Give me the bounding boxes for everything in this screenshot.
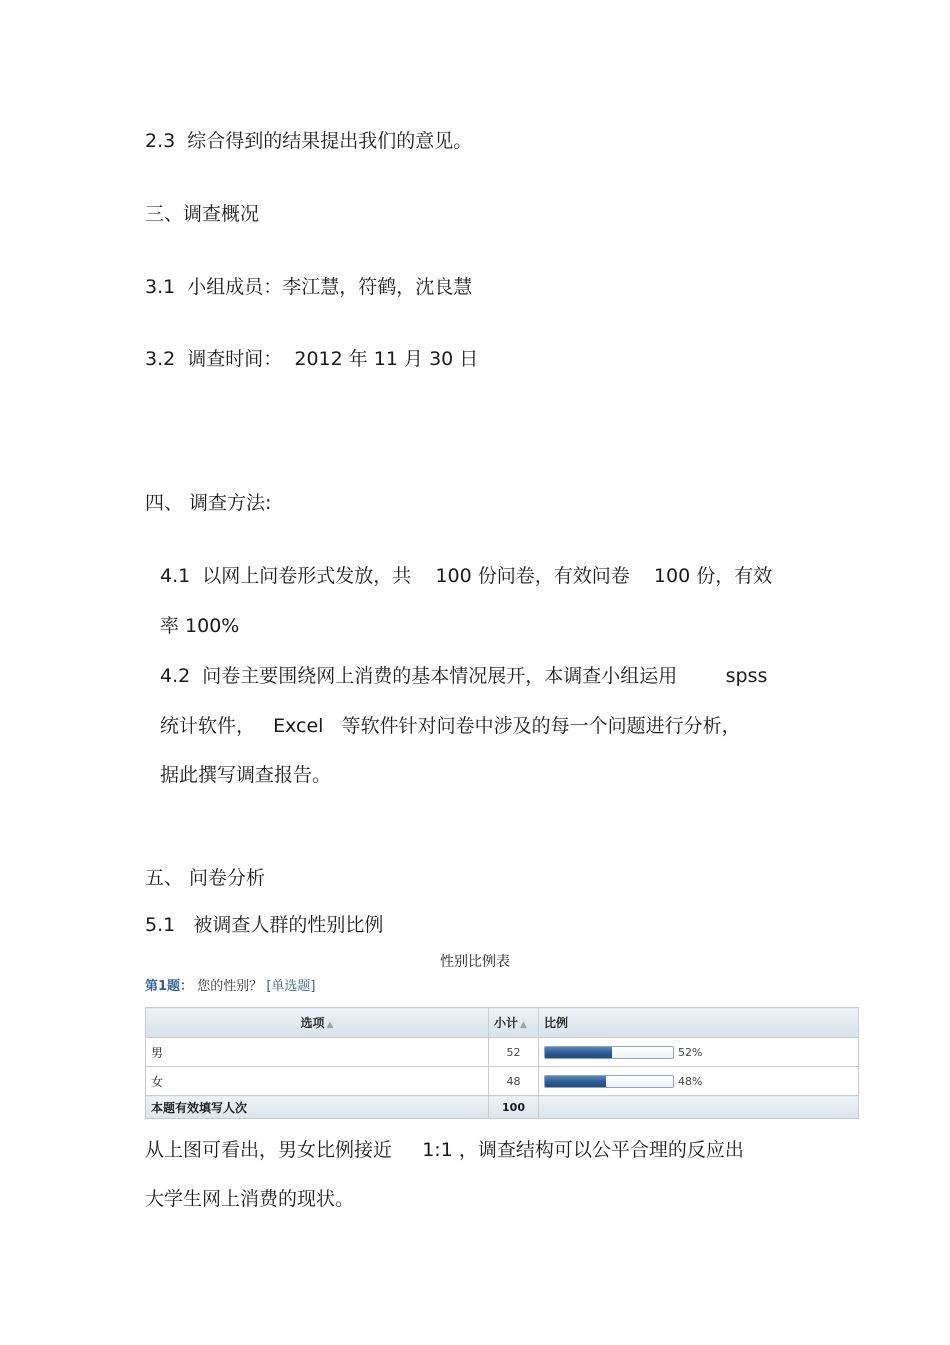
conclusion-continued: 大学生网上消费的现状。: [145, 1188, 355, 1210]
percent-bar-track: [544, 1046, 674, 1059]
section-4-2-text: 4.2 问卷主要围绕网上消费的基本情况展开，本调查小组运用 spss: [160, 665, 768, 687]
section-2-3-text: 2.3 综合得到的结果提出我们的意见。: [145, 130, 473, 152]
percent-label: 48%: [678, 1074, 703, 1088]
header-percent: [539, 1008, 859, 1038]
percent-label: 52%: [678, 1045, 703, 1059]
total-count-cell: 100: [489, 1096, 539, 1119]
count-cell: 52: [489, 1038, 539, 1067]
sort-icon: ▲: [520, 1020, 527, 1030]
header-percent-label: 比例: [544, 1016, 569, 1030]
header-count[interactable]: [489, 1008, 539, 1038]
percent-cell: [539, 1038, 859, 1067]
table-row: [146, 1067, 859, 1096]
section-3-2-date: 3.2 调查时间： 2012 年 11 月 30 日: [145, 348, 479, 370]
option-cell: 女: [146, 1067, 489, 1096]
percent-bar-group: [544, 1075, 853, 1088]
header-option-label: 选项: [300, 1016, 325, 1030]
section-5-heading: 五、 问卷分析: [145, 867, 266, 889]
question-title: [145, 978, 316, 996]
section-4-2-continued: 统计软件， Excel 等软件针对问卷中涉及的每一个问题进行分析，: [160, 715, 741, 737]
section-3-heading: 三、调查概况: [145, 203, 260, 225]
option-cell: 男: [146, 1038, 489, 1067]
section-4-1-text: 4.1 以网上问卷形式发放，共 100 份问卷，有效问卷 100 份，有效: [160, 565, 773, 587]
header-option[interactable]: [146, 1008, 489, 1038]
section-4-heading: 四、 调查方法:: [145, 492, 272, 514]
percent-bar-fill: [545, 1047, 612, 1058]
gender-ratio-table: [145, 1007, 859, 1119]
count-cell: 48: [489, 1067, 539, 1096]
question-number: 第1题：: [145, 979, 194, 994]
total-label-cell: 本题有效填写人次: [146, 1096, 489, 1119]
sort-icon: ▲: [326, 1020, 334, 1030]
percent-bar-fill: [545, 1076, 606, 1087]
section-3-1-members: 3.1 小组成员：李江慧，符鹤，沈良慧: [145, 276, 473, 298]
percent-bar-group: [544, 1046, 853, 1059]
table-header-row: [146, 1008, 859, 1038]
table-row: [146, 1038, 859, 1067]
total-empty-cell: [539, 1096, 859, 1119]
section-4-2-end: 据此撰写调查报告。: [160, 764, 332, 786]
percent-bar-track: [544, 1075, 674, 1088]
percent-cell: [539, 1067, 859, 1096]
section-4-1-continued: 率 100%: [160, 615, 240, 637]
table-caption: 性别比例表: [440, 954, 510, 970]
section-5-1-heading: 5.1 被调查人群的性别比例: [145, 914, 384, 936]
question-text: 您的性别？: [197, 979, 263, 994]
table-total-row: [146, 1096, 859, 1119]
conclusion-text: 从上图可看出，男女比例接近 1:1 ，调查结构可以公平合理的反应出: [145, 1139, 744, 1161]
header-count-label: 小计: [494, 1016, 519, 1030]
question-type: [单选题]: [266, 979, 316, 994]
